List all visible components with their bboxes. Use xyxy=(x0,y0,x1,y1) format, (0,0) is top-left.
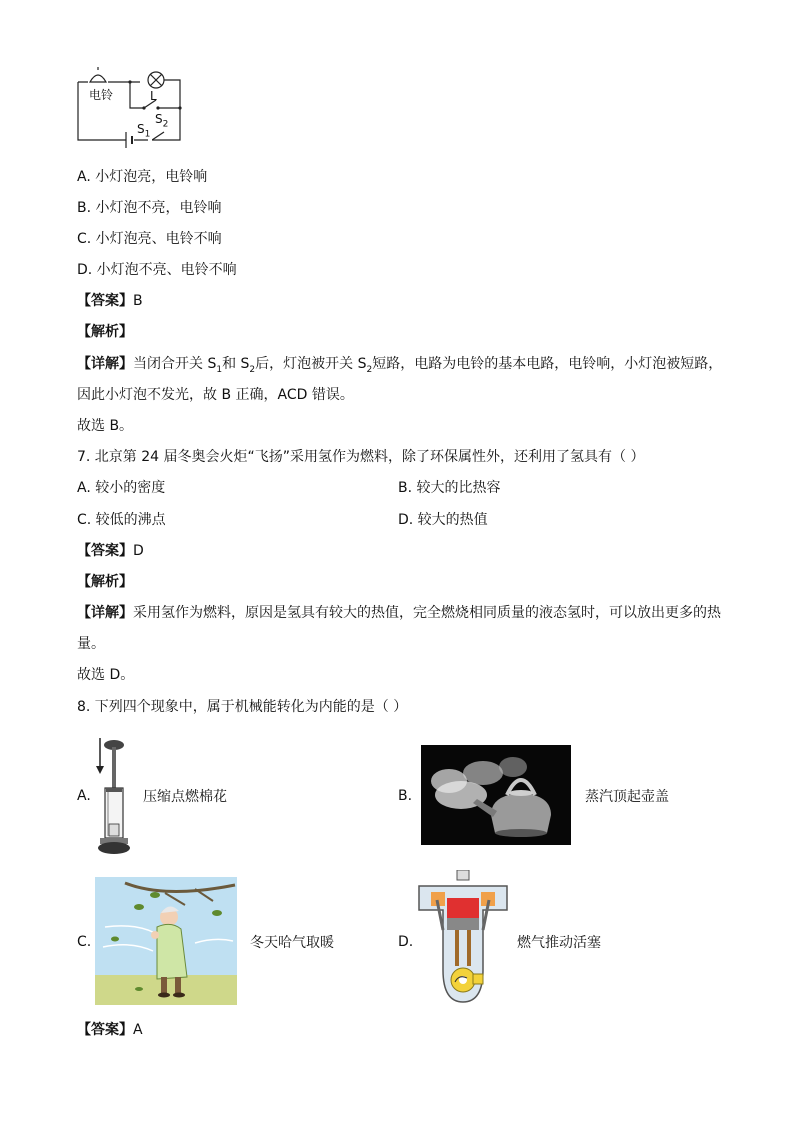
q8-option-a-caption: 压缩点燃棉花 xyxy=(143,789,227,805)
q8-option-c-caption: 冬天哈气取暖 xyxy=(250,935,334,951)
q8-stem: 8. 下列四个现象中，属于机械能转化为内能的是（ ） xyxy=(77,699,408,715)
q7-stem: 7. 北京第 24 届冬奥会火炬“飞扬”采用氢作为燃料，除了环保属性外，还利用了氢具有（ ） xyxy=(77,449,645,465)
q7-detail-line-2: 量。 xyxy=(77,636,105,652)
q8-option-d-caption: 燃气推动活塞 xyxy=(517,935,601,951)
q8-option-c-letter: C. xyxy=(77,934,92,950)
q6-answer: 【答案】B xyxy=(77,293,143,309)
q6-option-d: D. 小灯泡不亮、电铃不响 xyxy=(77,262,237,278)
engine-piston-image xyxy=(417,870,509,1006)
q7-detail-line-1: 【详解】采用氢作为燃料，原因是氢具有较大的热值，完全燃烧相同质量的液态氢时，可以放出更多的热 xyxy=(77,605,721,621)
q6-option-a: A. 小灯泡亮，电铃响 xyxy=(77,169,208,185)
lamp-label: L xyxy=(150,89,157,103)
q7-option-c: C. 较低的沸点 xyxy=(77,512,166,528)
compression-cylinder-image xyxy=(94,730,134,858)
switch-s1-label: $S_1$ xyxy=(137,122,151,140)
switch-s2-label: $S_2$ xyxy=(155,112,169,130)
q8-option-b-caption: 蒸汽顶起壶盖 xyxy=(585,789,669,805)
q8-option-a-letter: A. xyxy=(77,788,91,804)
q8-answer: 【答案】A xyxy=(77,1022,143,1038)
q6-detail-line-1: 【详解】当闭合开关 $S_1$和 $S_2$后，灯泡被开关 $S_2$短路，电路为电铃的基本电路，电铃响，小灯泡被短路， xyxy=(77,356,723,375)
bell-label: 电铃 xyxy=(89,88,114,102)
q7-option-a: A. 较小的密度 xyxy=(77,480,166,496)
q7-analysis-heading: 【解析】 xyxy=(77,574,133,590)
kettle-steam-image xyxy=(421,745,571,845)
q6-option-b: B. 小灯泡不亮，电铃响 xyxy=(77,200,222,216)
q8-option-b-letter: B. xyxy=(398,788,413,804)
q6-detail-line-2: 因此小灯泡不发光，故 B 正确，ACD 错误。 xyxy=(77,387,354,403)
q6-conclusion: 故选 B。 xyxy=(77,418,134,434)
circuit-diagram xyxy=(74,66,186,148)
q7-option-b: B. 较大的比热容 xyxy=(398,480,501,496)
q6-analysis-heading: 【解析】 xyxy=(77,324,133,340)
q7-answer: 【答案】D xyxy=(77,543,144,559)
breathing-warm-hands-image xyxy=(95,877,237,1005)
q8-option-d-letter: D. xyxy=(398,934,414,950)
q6-option-c: C. 小灯泡亮、电铃不响 xyxy=(77,231,222,247)
q7-conclusion: 故选 D。 xyxy=(77,667,135,683)
q7-option-d: D. 较大的热值 xyxy=(398,512,488,528)
